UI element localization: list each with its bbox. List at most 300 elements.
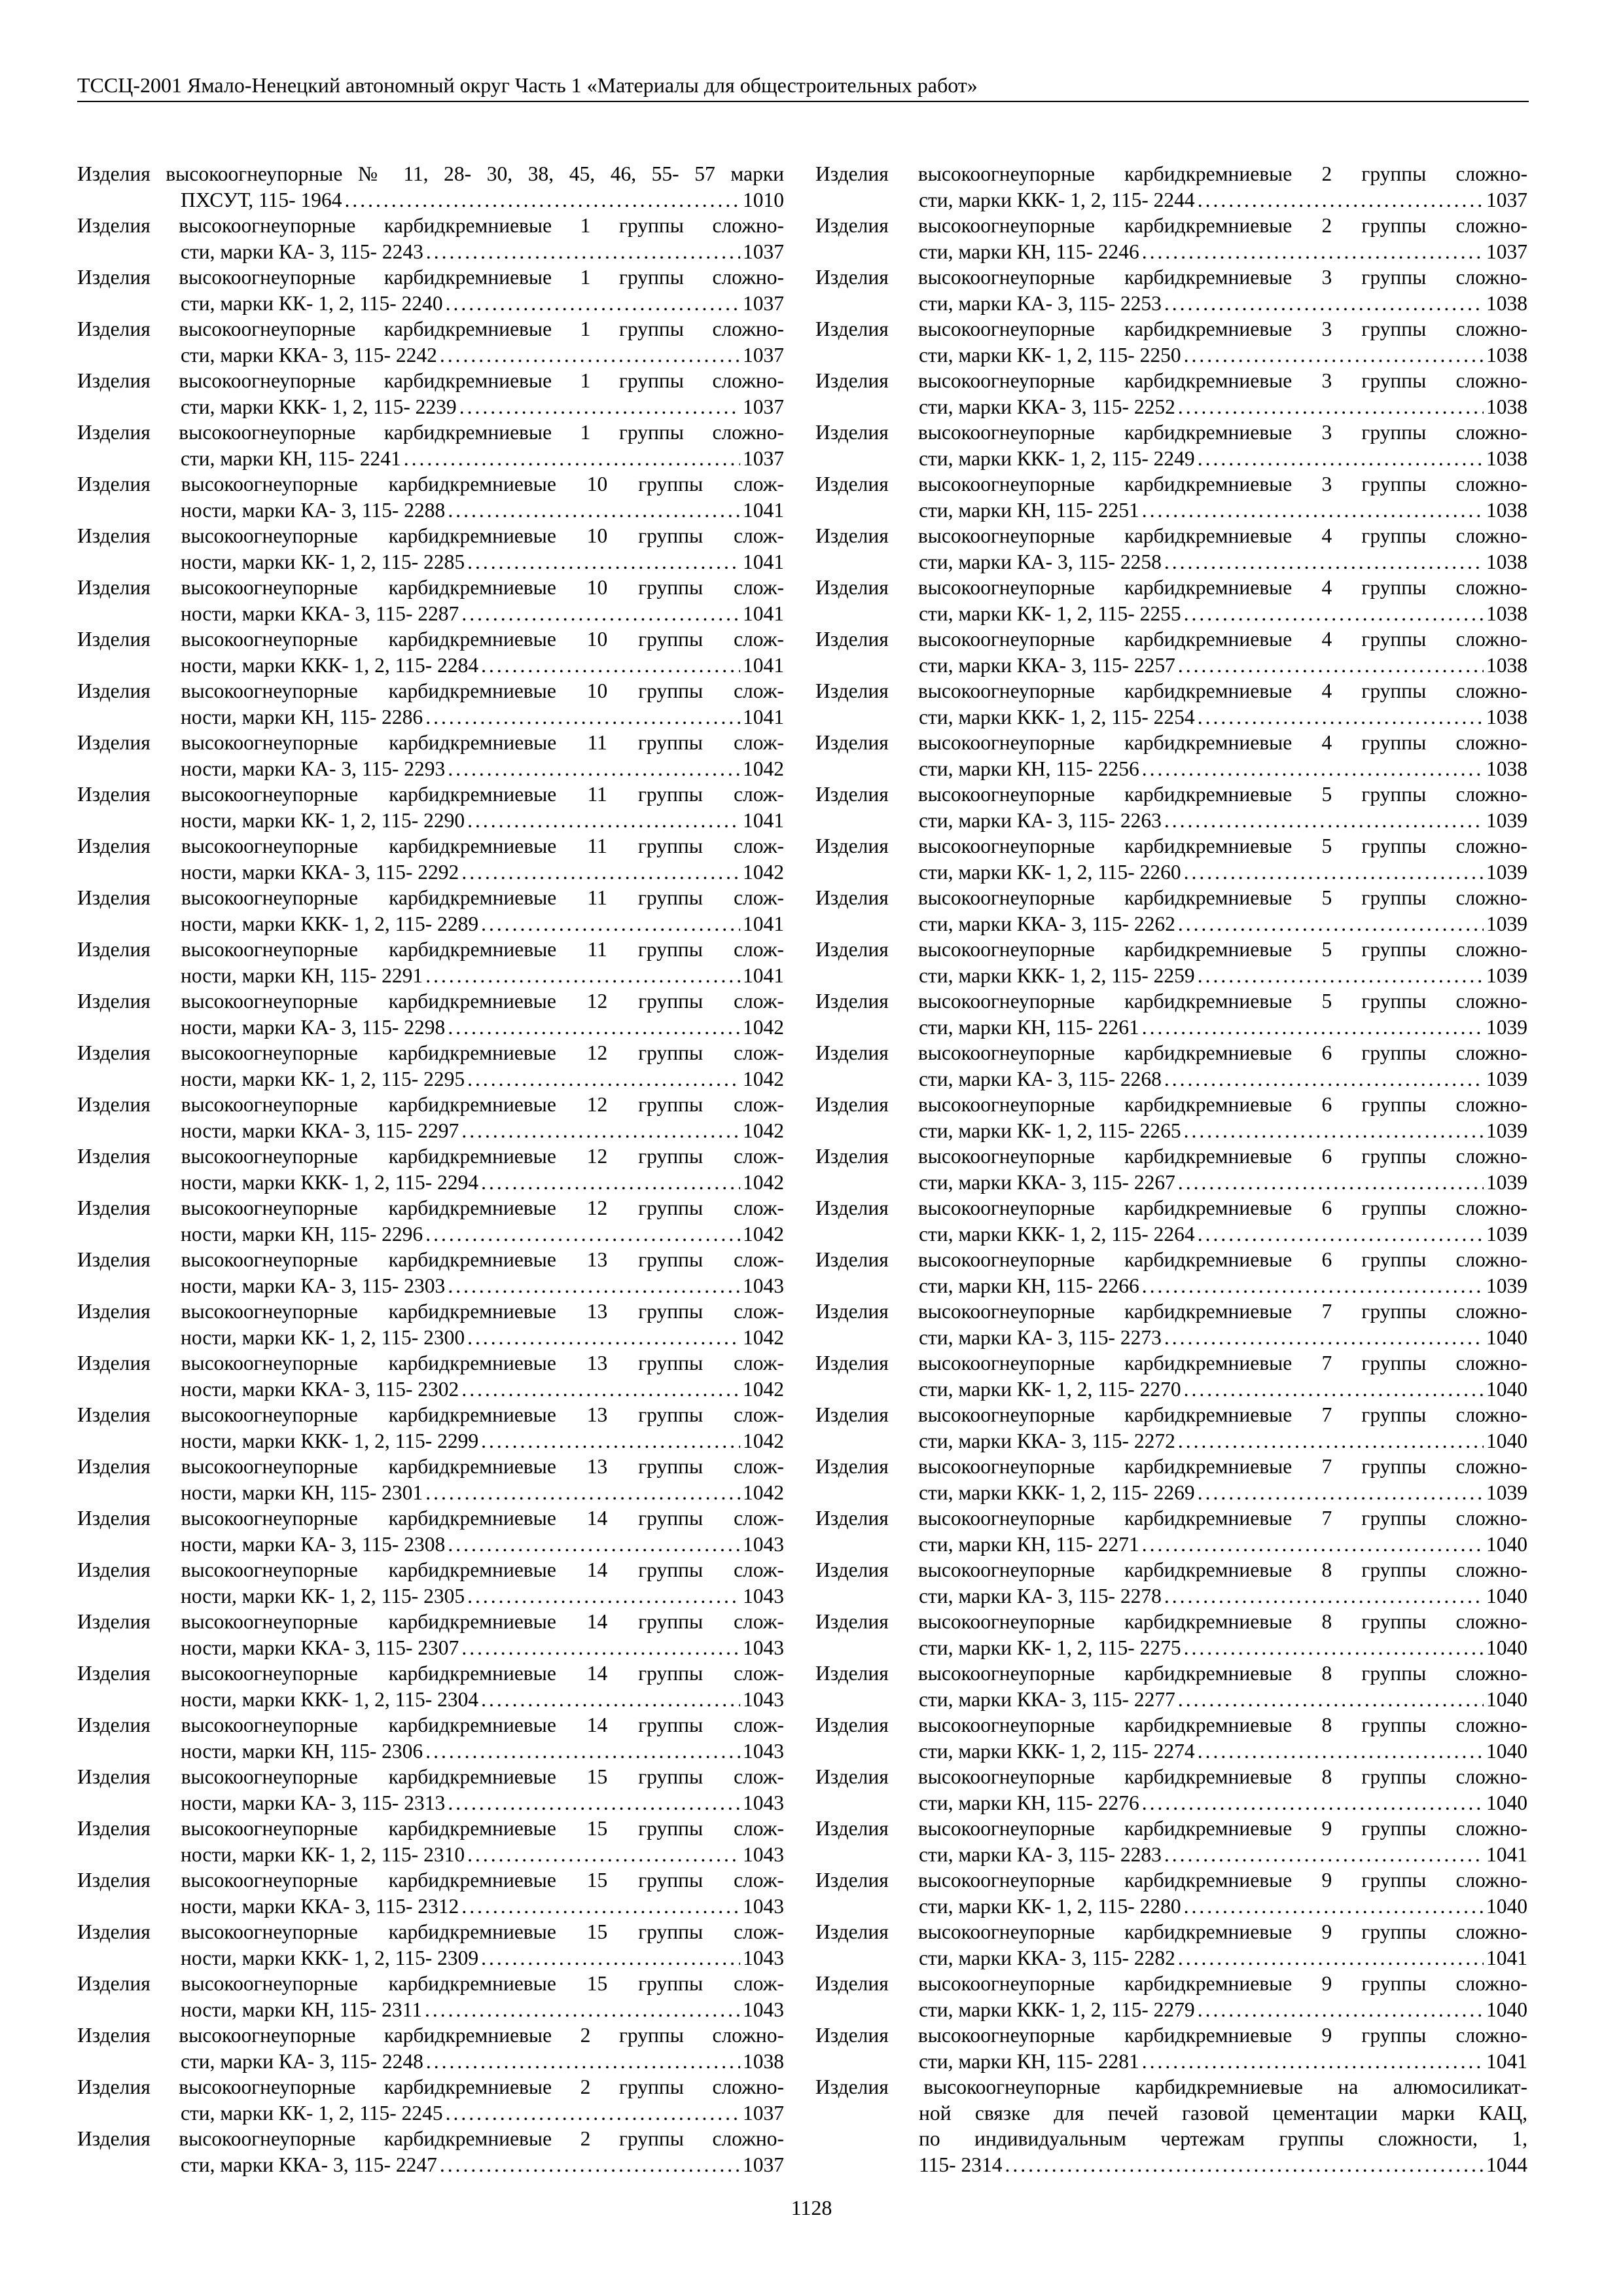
entry-page-ref: 1043: [743, 1998, 784, 2021]
entry-page-ref: 1039: [1486, 860, 1527, 884]
index-entry: [815, 1971, 1527, 2022]
dot-leader: [1178, 394, 1484, 420]
dot-leader: [425, 1480, 740, 1506]
entry-detail: сти, марки КК- 1, 2, 115- 2245: [181, 2101, 443, 2125]
dot-leader: [448, 1532, 740, 1558]
entry-page-ref: 1039: [1486, 1222, 1527, 1246]
dot-leader: [467, 1842, 740, 1868]
entry-page-ref: 1038: [1486, 653, 1527, 677]
entry-page-ref: 1040: [1486, 1894, 1527, 1918]
index-entry: [815, 1195, 1527, 1247]
dot-leader: [1142, 2049, 1484, 2075]
index-entry: [815, 730, 1527, 781]
entry-detail: сти, марки КК- 1, 2, 115- 2260: [919, 860, 1181, 884]
entry-detail: сти, марки ККК- 1, 2, 115- 2269: [919, 1480, 1195, 1504]
entry-continuation-line: [77, 1376, 784, 1403]
entry-continuation-line: [77, 497, 784, 524]
entry-title-line: Изделия высокоогнеупорные карбидкремниевые 8 группы сложно-: [815, 1610, 1527, 1633]
dot-leader: [1178, 1170, 1484, 1196]
entry-continuation-line: [77, 187, 784, 213]
entry-detail: ности, марки КА- 3, 115- 2303: [181, 1274, 446, 1297]
entry-detail: сти, марки ККА- 3, 115- 2262: [919, 912, 1175, 935]
index-entry: [77, 523, 784, 575]
entry-page-ref: 1042: [743, 1119, 784, 1142]
entry-page-ref: 1040: [1486, 1791, 1527, 1814]
index-entry: [815, 2022, 1527, 2074]
dot-leader: [448, 756, 740, 782]
dot-leader: [448, 497, 740, 524]
entry-detail: ности, марки ККА- 3, 115- 2292: [181, 860, 459, 884]
dot-leader: [1142, 1790, 1484, 1816]
entry-detail: сти, марки КК- 1, 2, 115- 2240: [181, 291, 443, 315]
entry-title-line: Изделия высокоогнеупорные карбидкремниевые 11 группы слож-: [77, 783, 784, 806]
entry-title-line: Изделия высокоогнеупорные карбидкремниевые 6 группы сложно-: [815, 1196, 1527, 1219]
entry-title-line: Изделия высокоогнеупорные карбидкремниевые 8 группы сложно-: [815, 1558, 1527, 1581]
entry-title-line: Изделия высокоогнеупорные карбидкремниевые 12 группы слож-: [77, 1041, 784, 1064]
dot-leader: [446, 2100, 740, 2126]
index-entry: [815, 523, 1527, 575]
entry-page-ref: 1042: [743, 860, 784, 884]
entry-page-ref: 1044: [1486, 2153, 1527, 2176]
entry-detail: сти, марки КН, 115- 2281: [919, 2049, 1139, 2073]
entry-continuation-line: [815, 1480, 1527, 1506]
dot-leader: [467, 1066, 740, 1092]
entry-detail: сти, марки ККК- 1, 2, 115- 2249: [919, 446, 1195, 470]
entry-continuation-line: [77, 2100, 784, 2126]
dot-leader: [1198, 1480, 1484, 1506]
index-entry: [77, 1402, 784, 1454]
index-entry: [815, 1660, 1527, 1712]
entry-continuation-line: [77, 963, 784, 989]
entry-title-line: Изделия высокоогнеупорные карбидкремниевые 5 группы сложно-: [815, 886, 1527, 909]
entry-detail: ности, марки ККА- 3, 115- 2312: [181, 1894, 459, 1918]
entry-detail: ности, марки ККК- 1, 2, 115- 2304: [181, 1687, 479, 1711]
entry-title-line: Изделия высокоогнеупорные карбидкремниевые 2 группы сложно-: [815, 214, 1527, 237]
index-entry: [77, 2126, 784, 2178]
entry-detail: ности, марки КН, 115- 2306: [181, 1739, 423, 1763]
entry-title-line: Изделия высокоогнеупорные карбидкремниевые 9 группы сложно-: [815, 1920, 1527, 1943]
entry-title-line: Изделия высокоогнеупорные карбидкремниевые 7 группы сложно-: [815, 1455, 1527, 1478]
entry-title-line: Изделия высокоогнеупорные карбидкремниевые 15 группы слож-: [77, 1920, 784, 1943]
entry-title-line: Изделия высокоогнеупорные карбидкремниевые 15 группы слож-: [77, 1869, 784, 1892]
entry-continuation-line: [77, 808, 784, 834]
entry-title-line: Изделия высокоогнеупорные карбидкремниевые 8 группы сложно-: [815, 1765, 1527, 1788]
entry-detail: сти, марки ККА- 3, 115- 2282: [919, 1946, 1175, 1969]
entry-continuation-line: [77, 1893, 784, 1920]
dot-leader: [467, 1325, 740, 1351]
entry-detail: ности, марки КА- 3, 115- 2298: [181, 1015, 446, 1039]
entry-page-ref: 1041: [743, 498, 784, 522]
entry-detail: сти, марки ККА- 3, 115- 2242: [181, 343, 437, 367]
entry-page-ref: 1040: [1486, 1687, 1527, 1711]
entry-detail: ности, марки КА- 3, 115- 2288: [181, 498, 446, 522]
index-entry: [815, 1609, 1527, 1660]
entry-page-ref: 1039: [1486, 1015, 1527, 1039]
entry-title-line: Изделия высокоогнеупорные карбидкремниевые 9 группы сложно-: [815, 2024, 1527, 2047]
index-entry: [815, 1505, 1527, 1557]
entry-page-ref: 1043: [743, 1842, 784, 1866]
index-entry: [77, 2074, 784, 2126]
entry-continuation-line: [77, 394, 784, 420]
entry-detail: сти, марки ККА- 3, 115- 2252: [919, 395, 1175, 418]
entry-page-ref: 1038: [1486, 395, 1527, 418]
dot-leader: [448, 1014, 740, 1041]
entry-page-ref: 1038: [1486, 498, 1527, 522]
entry-title-line: Изделия высокоогнеупорные карбидкремниевые 5 группы сложно-: [815, 783, 1527, 806]
entry-detail: ности, марки ККК- 1, 2, 115- 2294: [181, 1170, 479, 1194]
dot-leader: [1164, 549, 1484, 575]
entry-continuation-line: [815, 446, 1527, 472]
entry-continuation-line: [815, 1738, 1527, 1765]
index-entry: [77, 2022, 784, 2074]
entry-detail: ности, марки ККА- 3, 115- 2297: [181, 1119, 459, 1142]
entry-title-line: Изделия высокоогнеупорные карбидкремниевые 1 группы сложно-: [77, 421, 784, 444]
entry-detail: сти, марки КК- 1, 2, 115- 2255: [919, 601, 1181, 625]
entry-continuation-line: [815, 1532, 1527, 1558]
entry-continuation-line: [77, 1532, 784, 1558]
dot-leader: [481, 911, 740, 937]
dot-leader: [461, 859, 740, 886]
entry-continuation-line: [815, 1325, 1527, 1351]
entry-continuation-line: [77, 1583, 784, 1609]
dot-leader: [461, 1376, 740, 1403]
entry-detail: сти, марки КА- 3, 115- 2243: [181, 240, 423, 263]
entry-page-ref: 1043: [743, 1791, 784, 1814]
entry-detail: сти, марки КН, 115- 2276: [919, 1791, 1139, 1814]
index-entry: [77, 575, 784, 626]
entry-page-ref: 1041: [743, 653, 784, 677]
entry-continuation-line: [815, 1376, 1527, 1403]
entry-detail: ности, марки ККА- 3, 115- 2302: [181, 1377, 459, 1401]
index-entry: [815, 1143, 1527, 1195]
entry-detail: ности, марки КН, 115- 2296: [181, 1222, 423, 1246]
entry-continuation-line: [77, 1945, 784, 1971]
entry-page-ref: 1040: [1486, 1325, 1527, 1349]
index-entry: [815, 833, 1527, 885]
entry-page-ref: 1040: [1486, 1636, 1527, 1659]
index-entry: [815, 316, 1527, 368]
index-entry: [77, 1764, 784, 1816]
entry-continuation-line: [815, 1428, 1527, 1454]
dot-leader: [1198, 963, 1484, 989]
dot-leader: [425, 1221, 740, 1247]
entry-continuation-line: [815, 1273, 1527, 1299]
entry-title-line: Изделия высокоогнеупорные карбидкремниевые 12 группы слож-: [77, 990, 784, 1013]
dot-leader: [1184, 1376, 1484, 1403]
entry-page-ref: 1037: [743, 2153, 784, 2176]
entry-title-line: Изделия высокоогнеупорные карбидкремниевые 7 группы сложно-: [815, 1300, 1527, 1323]
entry-page-ref: 1038: [1486, 705, 1527, 728]
entry-continuation-line: [77, 1170, 784, 1196]
index-entry: [815, 678, 1527, 730]
entry-detail: сти, марки КА- 3, 115- 2263: [919, 808, 1162, 832]
entry-detail: сти, марки КН, 115- 2261: [919, 1015, 1139, 1039]
index-entry: [77, 1660, 784, 1712]
entry-title-line: Изделия высокоогнеупорные карбидкремниевые 2 группы сложно-: [77, 2075, 784, 2098]
dot-leader: [344, 187, 740, 213]
entry-page-ref: 1043: [743, 1584, 784, 1607]
entry-page-ref: 1042: [743, 1067, 784, 1090]
entry-page-ref: 1039: [1486, 1067, 1527, 1090]
index-entry: [815, 1402, 1527, 1454]
dot-leader: [425, 704, 740, 730]
dot-leader: [426, 239, 740, 265]
entry-title-line: Изделия высокоогнеупорные карбидкремниевые 11 группы слож-: [77, 886, 784, 909]
entry-page-ref: 1040: [1486, 1377, 1527, 1401]
entry-page-ref: 1038: [1486, 757, 1527, 780]
entry-title-line: Изделия высокоогнеупорные карбидкремниевые 10 группы слож-: [77, 679, 784, 702]
entry-title-line: Изделия высокоогнеупорные карбидкремниевые 4 группы сложно-: [815, 731, 1527, 754]
entry-continuation-line: [815, 549, 1527, 575]
entry-continuation-line: [815, 859, 1527, 886]
index-entry: [77, 937, 784, 988]
dot-leader: [1164, 1842, 1484, 1868]
entry-page-ref: 1040: [1486, 1584, 1527, 1607]
dot-leader: [481, 1428, 740, 1454]
index-entry: [815, 1299, 1527, 1350]
entry-page-ref: 1041: [1486, 2049, 1527, 2073]
dot-leader: [1184, 859, 1484, 886]
entry-title-line: Изделия высокоогнеупорные № 11, 28- 30, 38, 45, 46, 55- 57 марки: [77, 162, 784, 185]
entry-continuation-line: [77, 2152, 784, 2178]
index-entry: [815, 781, 1527, 833]
entry-continuation-line: [77, 653, 784, 679]
index-entry: [815, 161, 1527, 213]
entry-continuation-line: [77, 1635, 784, 1661]
entry-detail: сти, марки КА- 3, 115- 2248: [181, 2049, 423, 2073]
entry-detail: ности, марки КК- 1, 2, 115- 2285: [181, 550, 465, 573]
entry-continuation-line: [77, 549, 784, 575]
entry-title-line: Изделия высокоогнеупорные карбидкремниевые 7 группы сложно-: [815, 1507, 1527, 1530]
entry-detail: сти, марки ККА- 3, 115- 2272: [919, 1429, 1175, 1452]
entry-page-ref: 1041: [743, 601, 784, 625]
entry-page-ref: 1037: [743, 291, 784, 315]
index-column-left: [77, 161, 784, 2178]
index-entry: [815, 988, 1527, 1040]
dot-leader: [1184, 601, 1484, 627]
index-entry: [815, 1712, 1527, 1764]
index-entry: [815, 1764, 1527, 1816]
entry-page-ref: 1037: [743, 343, 784, 367]
dot-leader: [461, 601, 740, 627]
entry-page-ref: 1038: [1486, 291, 1527, 315]
entry-title-line: Изделия высокоогнеупорные карбидкремниевые 1 группы сложно-: [77, 214, 784, 237]
dot-leader: [1184, 1118, 1484, 1144]
index-entry: [815, 264, 1527, 316]
index-entry: [77, 1919, 784, 1971]
index-entry: [77, 1609, 784, 1660]
entry-continuation-line: [77, 1738, 784, 1765]
entry-detail: ности, марки КК- 1, 2, 115- 2310: [181, 1842, 465, 1866]
dot-leader: [461, 1635, 740, 1661]
entry-continuation-line: [77, 1014, 784, 1041]
entry-title-line: Изделия высокоогнеупорные карбидкремниевые 10 группы слож-: [77, 628, 784, 651]
entry-continuation-line: [77, 859, 784, 886]
dot-leader: [467, 549, 740, 575]
entry-title-line: Изделия высокоогнеупорные карбидкремниевые 1 группы сложно-: [77, 317, 784, 340]
entry-page-ref: 1043: [743, 1636, 784, 1659]
entry-detail: ности, марки ККК- 1, 2, 115- 2299: [181, 1429, 479, 1452]
entry-detail: сти, марки ККК- 1, 2, 115- 2244: [919, 188, 1195, 211]
running-header: ТССЦ-2001 Ямало-Ненецкий автономный округ Часть 1 «Материалы для общестроительных работ»: [77, 72, 1529, 102]
index-entry: [815, 1816, 1527, 1867]
entry-title-line: Изделия высокоогнеупорные карбидкремниевые 15 группы слож-: [77, 1972, 784, 1995]
index-entry: [77, 1247, 784, 1299]
entry-detail: сти, марки КА- 3, 115- 2273: [919, 1325, 1162, 1349]
dot-leader: [461, 1893, 740, 1920]
entry-detail: сти, марки КК- 1, 2, 115- 2265: [919, 1119, 1181, 1142]
dot-leader: [481, 1687, 740, 1713]
entry-title-line: Изделия высокоогнеупорные карбидкремниевые 14 группы слож-: [77, 1662, 784, 1685]
entry-title-line: Изделия высокоогнеупорные карбидкремниевые 3 группы сложно-: [815, 421, 1527, 444]
dot-leader: [426, 2049, 740, 2075]
entry-page-ref: 1043: [743, 1946, 784, 1969]
index-entry: [815, 213, 1527, 264]
index-entry: [815, 2074, 1527, 2178]
entry-page-ref: 1039: [1486, 912, 1527, 935]
entry-continuation-line: [77, 601, 784, 627]
entry-page-ref: 1041: [1486, 1946, 1527, 1969]
entry-detail: 115- 2314: [919, 2153, 1003, 2176]
entry-detail: ности, марки КА- 3, 115- 2313: [181, 1791, 446, 1814]
entry-continuation-line: [77, 239, 784, 265]
entry-page-ref: 1040: [1486, 1739, 1527, 1763]
entry-detail: ности, марки КК- 1, 2, 115- 2305: [181, 1584, 465, 1607]
entry-title-line: Изделия высокоогнеупорные карбидкремниевые 1 группы сложно-: [77, 266, 784, 289]
entry-detail: сти, марки КА- 3, 115- 2258: [919, 550, 1162, 573]
entry-continuation-line: [77, 704, 784, 730]
page-number: 1128: [791, 2196, 832, 2219]
dot-leader: [448, 1790, 740, 1816]
dot-leader: [1178, 1687, 1484, 1713]
entry-continuation-line: [815, 1635, 1527, 1661]
entry-title-line: Изделия высокоогнеупорные карбидкремниевые 5 группы сложно-: [815, 834, 1527, 857]
entry-continuation-line: [815, 1842, 1527, 1868]
entry-detail: ности, марки ККК- 1, 2, 115- 2284: [181, 653, 479, 677]
entry-page-ref: 1038: [1486, 601, 1527, 625]
entry-page-ref: 1043: [743, 1532, 784, 1556]
entry-detail: сти, марки ККК- 1, 2, 115- 2274: [919, 1739, 1195, 1763]
entry-title-line: Изделия высокоогнеупорные карбидкремниевые 9 группы сложно-: [815, 1817, 1527, 1840]
dot-leader: [440, 342, 740, 368]
entry-title-line: Изделия высокоогнеупорные карбидкремниевые на алюмосиликат-: [815, 2075, 1527, 2098]
dot-leader: [481, 1170, 740, 1196]
entry-detail: сти, марки ККА- 3, 115- 2277: [919, 1687, 1175, 1711]
entry-continuation-line: [77, 446, 784, 472]
entry-detail: ности, марки КН, 115- 2311: [181, 1998, 423, 2021]
entry-detail: ности, марки ККА- 3, 115- 2307: [181, 1636, 459, 1659]
index-entry: [77, 781, 784, 833]
entry-page-ref: 1041: [743, 912, 784, 935]
entry-continuation-line: [77, 1066, 784, 1092]
entry-continuation-line: по индивидуальным чертежам группы сложности, 1,: [919, 2127, 1527, 2150]
index-entry: [77, 1971, 784, 2022]
index-entry: [815, 937, 1527, 988]
entry-continuation-line: [77, 1997, 784, 2023]
entry-detail: ности, марки КА- 3, 115- 2293: [181, 757, 446, 780]
entry-continuation-line: [815, 2049, 1527, 2075]
entry-page-ref: 1041: [1486, 1842, 1527, 1866]
entry-continuation-line: [815, 2152, 1527, 2178]
entry-page-ref: 1040: [1486, 1998, 1527, 2021]
index-entry: [815, 1247, 1527, 1299]
dot-leader: [1005, 2152, 1484, 2178]
entry-continuation-line: [815, 497, 1527, 524]
dot-leader: [481, 653, 740, 679]
entry-continuation-line: [815, 808, 1527, 834]
entry-continuation-line: [815, 601, 1527, 627]
entry-detail: ности, марки КА- 3, 115- 2308: [181, 1532, 446, 1556]
entry-page-ref: 1041: [743, 705, 784, 728]
entry-detail: сти, марки ККК- 1, 2, 115- 2259: [919, 963, 1195, 987]
entry-page-ref: 1039: [1486, 1119, 1527, 1142]
entry-page-ref: 1037: [743, 240, 784, 263]
dot-leader: [1164, 291, 1484, 317]
entry-title-line: Изделия высокоогнеупорные карбидкремниевые 9 группы сложно-: [815, 1869, 1527, 1892]
index-entry: [77, 1867, 784, 1919]
entry-detail: сти, марки КА- 3, 115- 2253: [919, 291, 1162, 315]
entry-title-line: Изделия высокоогнеупорные карбидкремниевые 13 группы слож-: [77, 1455, 784, 1478]
entry-title-line: Изделия высокоогнеупорные карбидкремниевые 14 группы слож-: [77, 1610, 784, 1633]
index-entry: [77, 678, 784, 730]
dot-leader: [481, 1945, 740, 1971]
entry-page-ref: 1042: [743, 1222, 784, 1246]
entry-detail: сти, марки КА- 3, 115- 2268: [919, 1067, 1162, 1090]
entry-detail: сти, марки КА- 3, 115- 2278: [919, 1584, 1162, 1607]
index-entry: [77, 368, 784, 420]
entry-title-line: Изделия высокоогнеупорные карбидкремниевые 11 группы слож-: [77, 938, 784, 961]
index-entry: [77, 161, 784, 213]
entry-continuation-line: [815, 394, 1527, 420]
entry-title-line: Изделия высокоогнеупорные карбидкремниевые 4 группы сложно-: [815, 576, 1527, 599]
entry-page-ref: 1043: [743, 1687, 784, 1711]
entry-page-ref: 1038: [1486, 550, 1527, 573]
entry-detail: сти, марки КК- 1, 2, 115- 2280: [919, 1894, 1181, 1918]
entry-continuation-line: [77, 1480, 784, 1506]
entry-continuation-line: [77, 1687, 784, 1713]
entry-page-ref: 1039: [1486, 963, 1527, 987]
entry-continuation-line: [77, 291, 784, 317]
entry-page-ref: 1039: [1486, 808, 1527, 832]
entry-detail: ности, марки КН, 115- 2286: [181, 705, 423, 728]
entry-page-ref: 1039: [1486, 1480, 1527, 1504]
entry-continuation-line: [815, 756, 1527, 782]
entry-page-ref: 1043: [743, 1274, 784, 1297]
entry-page-ref: 1041: [743, 963, 784, 987]
index-entry: [815, 626, 1527, 678]
entry-page-ref: 1037: [1486, 188, 1527, 211]
entry-continuation-line: [77, 1428, 784, 1454]
entry-detail: сти, марки КН, 115- 2266: [919, 1274, 1139, 1297]
entry-title-line: Изделия высокоогнеупорные карбидкремниевые 6 группы сложно-: [815, 1093, 1527, 1116]
dot-leader: [1142, 1532, 1484, 1558]
entry-continuation-line: [815, 1118, 1527, 1144]
entry-detail: сти, марки ККА- 3, 115- 2267: [919, 1170, 1175, 1194]
dot-leader: [448, 1273, 740, 1299]
entry-title-line: Изделия высокоогнеупорные карбидкремниевые 8 группы сложно-: [815, 1662, 1527, 1685]
entry-page-ref: 1042: [743, 1325, 784, 1349]
entry-detail: сти, марки КН, 115- 2251: [919, 498, 1139, 522]
index-entry: [815, 1867, 1527, 1919]
entry-page-ref: 1038: [1486, 446, 1527, 470]
entry-page-ref: 1037: [743, 446, 784, 470]
index-entry: [77, 1143, 784, 1195]
entry-continuation-line: [77, 1118, 784, 1144]
entry-detail: ности, марки ККА- 3, 115- 2287: [181, 601, 459, 625]
entry-continuation-line: ной связке для печей газовой цементации марки КАЦ,: [919, 2101, 1527, 2125]
entry-continuation-line: [77, 1273, 784, 1299]
entry-continuation-line: [815, 653, 1527, 679]
